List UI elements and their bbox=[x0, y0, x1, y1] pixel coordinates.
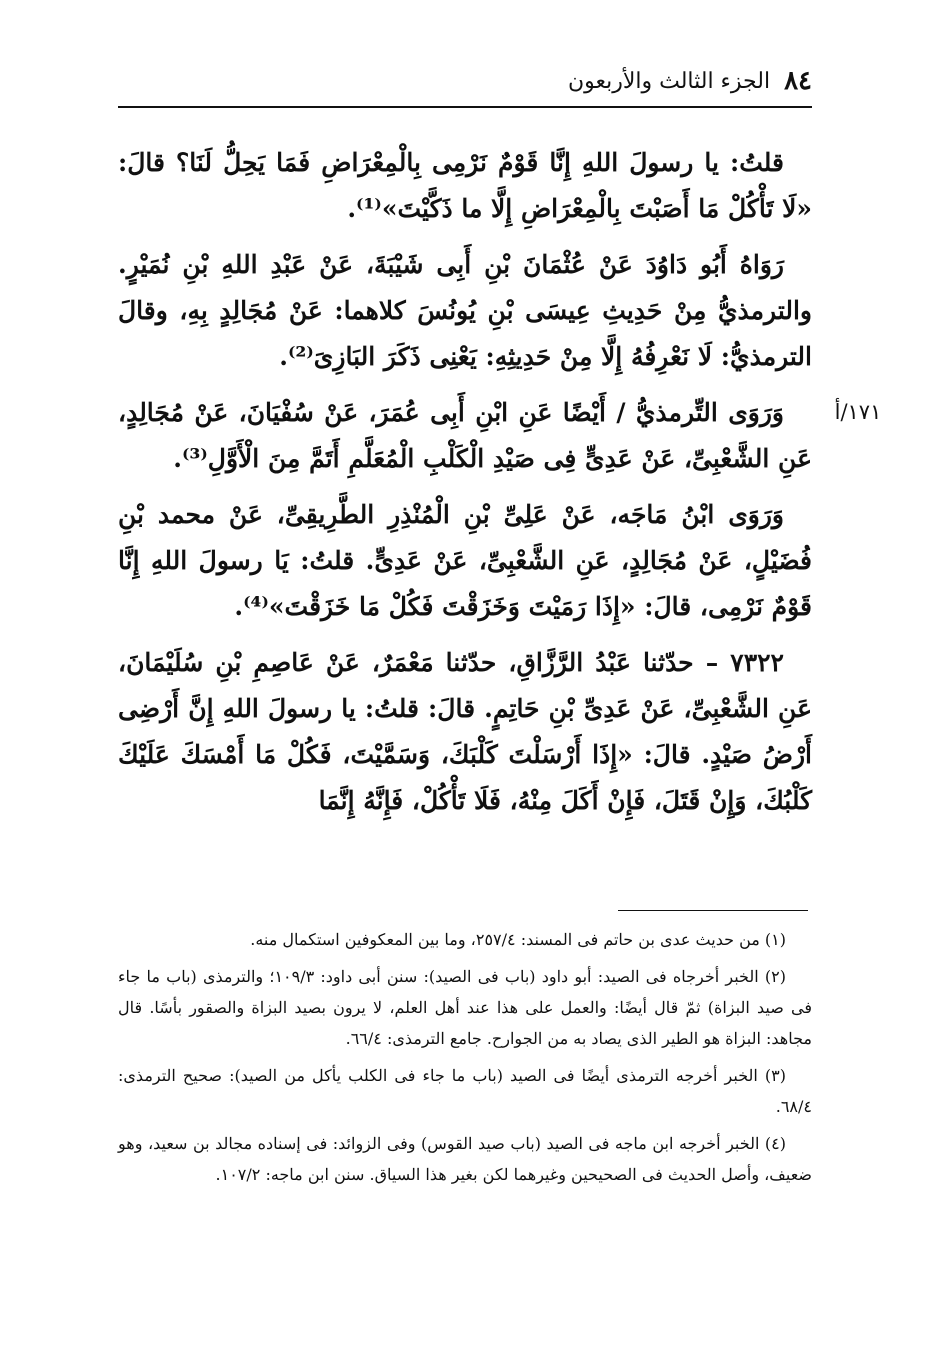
hadith-paragraph bbox=[118, 640, 812, 824]
main-text bbox=[118, 140, 812, 834]
footnote: (٣) الخبر أخرجه الترمذى أيضًا فى الصيد (باب ما جاء فى الكلب يأكل من الصيد): صحيح الترمذى: ٦٨/٤. bbox=[118, 1066, 812, 1116]
footnotes bbox=[118, 924, 812, 1196]
hadith-number: ٧٣٢٢ bbox=[730, 648, 784, 677]
paragraph: وَرَوَى التِّرمذيُّ / أَيْضًا عَنِ ابْنِ أَبِى عُمَرَ، عَنْ سُفْيَانَ، عَنْ مُجَالِدٍ، عَنِ الشَّعْبِىِّ، عَنْ عَدِىٍّ فِى صَيْدِ الْكَلْبِ الْمُعَلَّمِ أَتَمَّ مِنَ الْأَوَّلِ⁽³⁾. bbox=[118, 398, 812, 473]
header-divider bbox=[118, 106, 812, 108]
running-title: الجزء الثالث والأربعون bbox=[567, 68, 771, 94]
page-number: ٨٤ bbox=[784, 66, 812, 96]
paragraph: رَوَاهُ أَبُو دَاوُدَ عَنْ عُثْمَانَ بْنِ أَبِى شَيْبَةَ، عَنْ عَبْدِ اللهِ بْنِ نُمَيْرٍ. والترمذيُّ مِنْ حَدِيثِ عِيسَى بْنِ يُونُسَ كلاهما: عَنْ مُجَالِدٍ بِهِ، وقالَ الترمذيُّ: لَا نَعْرِفُهُ إِلَّا مِنْ حَدِيثِهِ: يَعْنِى ذَكَرَ البَازِىَ⁽²⁾. bbox=[118, 250, 812, 371]
paragraph: وَرَوَى ابْنُ مَاجَه، عَنْ عَلِىِّ بْنِ الْمُنْذِرِ الطَّرِيقِىِّ، عَنْ محمد بْنِ فُضَيْلٍ، عَنْ مُجَالِدٍ، عَنِ الشَّعْبِىِّ، عَنْ عَدِىٍّ. قلتُ: يَا رسولَ اللهِ إِنَّا قَوْمٌ نَرْمِى، قالَ: «إِذَا رَمَيْتَ وَخَزَقْتَ فَكُلْ مَا خَزَقْتَ»⁽⁴⁾. bbox=[118, 500, 812, 621]
footnote: (٢) الخبر أخرجاه فى الصيد: أبو داود (باب فى الصيد): سنن أبى داود: ١٠٩/٣؛ والترمذى (باب ما جاء فى صيد البزاة) ثمّ قال أيضًا: والعمل على هذا عند أهل العلم، لا يرون بصيد البزاة والصقور بأسًا. قال مجاهد: البزاة هو الطير الذى يصاد به من الجوارح. جامع الترمذى: ٦٦/٤. bbox=[118, 967, 812, 1048]
footnote-divider bbox=[618, 910, 808, 911]
hadith-text: – حدّثنا عَبْدُ الرَّزَّاقِ، حدّثنا مَعْمَرٌ، عَنْ عَاصِمِ بْنِ سُلَيْمَانَ، عَنِ الشَّعْبِىِّ، عَنْ عَدِىِّ بْنِ حَاتِمٍ. قالَ: قلتُ: يا رسولَ اللهِ إِنَّ أَرْضِى أَرْضُ صَيْدٍ. قالَ: «إِذَا أَرْسَلْتَ كَلْبَكَ، وَسَمَّيْتَ، فَكُلْ مَا أَمْسَكَ عَلَيْكَ كَلْبُكَ، وَإِنْ قَتَلَ، فَإِنْ أَكَلَ مِنْهُ، فَلَا تَأْكُلْ، فَإِنَّهُ إِنَّمَا bbox=[118, 648, 812, 815]
footnote: (١) من حديث عدى بن حاتم فى المسند: ٢٥٧/٤، وما بين المعكوفين استكمال منه. bbox=[250, 930, 786, 949]
manuscript-folio-note: ١٧١/أ bbox=[834, 400, 882, 424]
footnote: (٤) الخبر أخرجه ابن ماجه فى الصيد (باب صيد القوس) وفى الزوائد: فى إسناده مجالد بن سعيد، وهو ضعيف، وأصل الحديث فى الصحيحين وغيرهما لكن بغير هذا السياق. سنن ابن ماجه: ١٠٧/٢. bbox=[118, 1134, 812, 1184]
paragraph: قلتُ: يا رسولَ اللهِ إِنَّا قَوْمٌ نَرْمِى بِالْمِعْرَاضِ فَمَا يَحِلُّ لَنَا؟ قالَ: «لَا تَأْكُلْ مَا أَصَبْتَ بِالْمِعْرَاضِ إِلَّا ما ذَكَّيْتَ»⁽¹⁾. bbox=[118, 148, 812, 223]
page-header bbox=[118, 58, 812, 104]
